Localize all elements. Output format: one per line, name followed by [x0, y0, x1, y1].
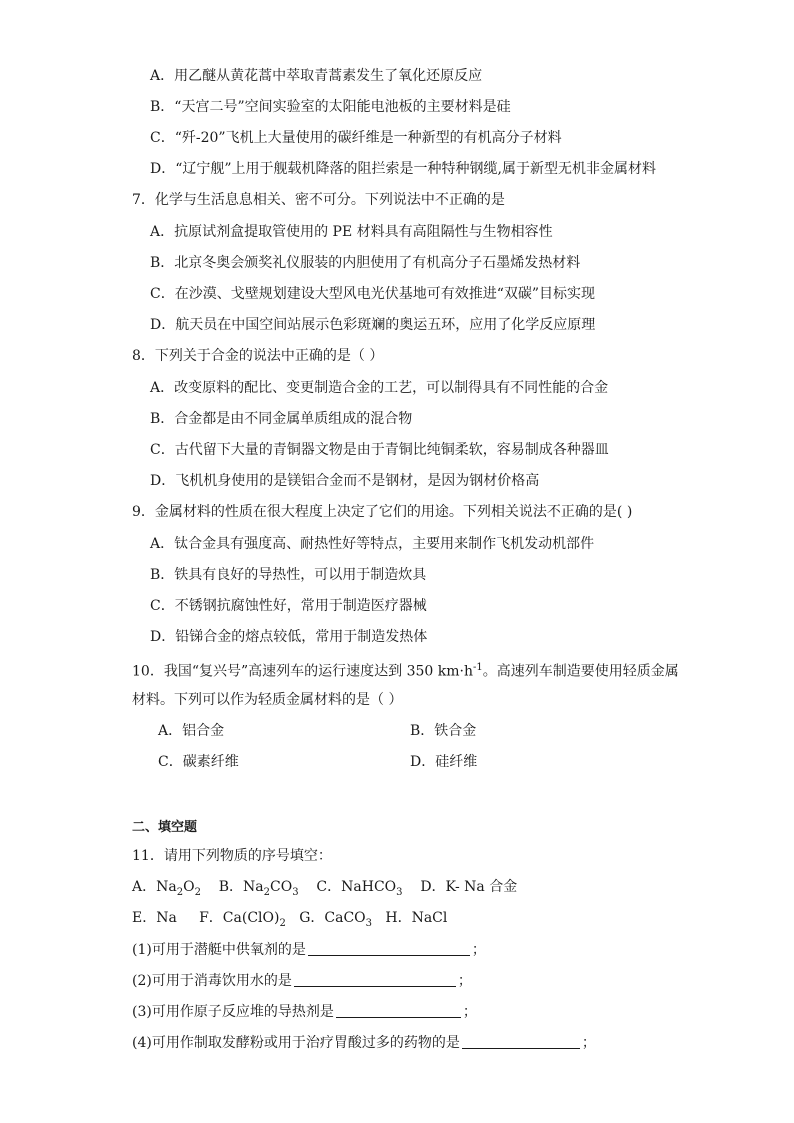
q10-stem-sup: -1 [472, 662, 483, 673]
q9-option-b: B．铁具有良好的导热性，可以用于制造炊具 [150, 567, 427, 583]
answer-blank-3[interactable] [336, 1003, 461, 1018]
q8-option-b: B．合金都是由不同金属单质组成的混合物 [150, 411, 413, 427]
q8-option-c: C．古代留下大量的青铜器文物是由于青铜比纯铜柔软，容易制成各种器皿 [150, 442, 609, 458]
q8-option-a: A．改变原料的配比、变更制造合金的工艺，可以制得具有不同性能的合金 [150, 380, 609, 396]
answer-blank-2[interactable] [294, 972, 456, 987]
q11-blank-4: (4)可用作制取发酵粉或用于治疗胃酸过多的药物的是 ； [132, 1035, 596, 1051]
q11-choices-row2 [132, 908, 447, 934]
prev-option-a: A．用乙醚从黄花蒿中萃取青蒿素发生了氧化还原反应 [150, 68, 483, 84]
q10-option-c: C．碳素纤维 [158, 754, 239, 770]
q11-choice-c: C．NaHCO$_3$ [316, 879, 403, 898]
q11-choices-row1 [132, 877, 517, 903]
q7-option-a: A．抗原试剂盒提取管使用的 PE 材料具有高阻隔性与生物相容性 [150, 224, 553, 240]
q7-option-d: D．航天员在中国空间站展示色彩斑斓的奥运五环，应用了化学反应原理 [150, 317, 596, 333]
q11-blank-1: (1)可用于潜艇中供氧剂的是 ； [132, 942, 486, 958]
q9-stem: 9．金属材料的性质在很大程度上决定了它们的用途。下列相关说法不正确的是( ) [132, 504, 633, 520]
q9-option-a: A．钛合金具有强度高、耐热性好等特点，主要用来制作飞机发动机部件 [150, 536, 595, 552]
section-title: 二、填空题 [132, 820, 198, 835]
q11-choice-b: B．$Na_2CO_3$ [218, 879, 299, 898]
q11-choice-g: G．CaCO$_3$ [299, 910, 373, 929]
q7-option-b: B．北京冬奥会颁奖礼仪服装的内胆使用了有机高分子石墨烯发热材料 [150, 255, 581, 271]
q10-stem-part1: 10．我国“复兴号”高速列车的运行速度达到 350 km·h [132, 663, 473, 680]
q10-stem-line2: 材料。下列可以作为轻质金属材料的是（ ） [132, 692, 403, 708]
q11-choice-f: F．$Ca(ClO)_2$ [199, 910, 286, 929]
q10-option-a: A．铝合金 [158, 723, 225, 739]
q11-stem: 11．请用下列物质的序号填空： [132, 848, 332, 864]
prev-option-d: D．“辽宁舰”上用于舰载机降落的阻拦索是一种特种钢缆,属于新型无机非金属材料 [150, 161, 656, 177]
q8-stem: 8．下列关于合金的说法中正确的是（ ） [132, 348, 384, 364]
q9-option-d: D．铅锑合金的熔点较低，常用于制造发热体 [150, 629, 428, 645]
q11-choice-a: A．$Na_2O_2$ [132, 879, 201, 898]
q11-choice-e: E．Na [132, 910, 177, 926]
q11-choice-h: H．NaCl [385, 910, 448, 926]
answer-blank-1[interactable] [308, 941, 470, 956]
q10-stem-line1 [132, 658, 679, 682]
q8-option-d: D．飞机机身使用的是镁铝合金而不是钢材，是因为钢材价格高 [150, 473, 540, 489]
q11-choice-d: D．K- Na 合金 [420, 879, 518, 895]
prev-option-c: C．“歼-20”飞机上大量使用的碳纤维是一种新型的有机高分子材料 [150, 130, 562, 146]
q10-option-d: D．硅纤维 [410, 754, 478, 770]
q7-stem: 7．化学与生活息息相关、密不可分。下列说法中不正确的是 [132, 192, 505, 208]
q10-option-b: B．铁合金 [410, 723, 477, 739]
q11-blank-3: (3)可用作原子反应堆的导热剂是 ； [132, 1004, 477, 1020]
q11-blank-2: (2)可用于消毒饮用水的是 ； [132, 973, 472, 989]
q7-option-c: C．在沙漠、戈壁规划建设大型风电光伏基地可有效推进“双碳”目标实现 [150, 286, 596, 302]
answer-blank-4[interactable] [462, 1034, 580, 1049]
q10-stem-part2: 。高速列车制造要使用轻质金属 [482, 663, 679, 680]
prev-option-b: B．“天宫二号”空间实验室的太阳能电池板的主要材料是硅 [150, 99, 511, 115]
q9-option-c: C．不锈钢抗腐蚀性好，常用于制造医疗器械 [150, 598, 427, 614]
